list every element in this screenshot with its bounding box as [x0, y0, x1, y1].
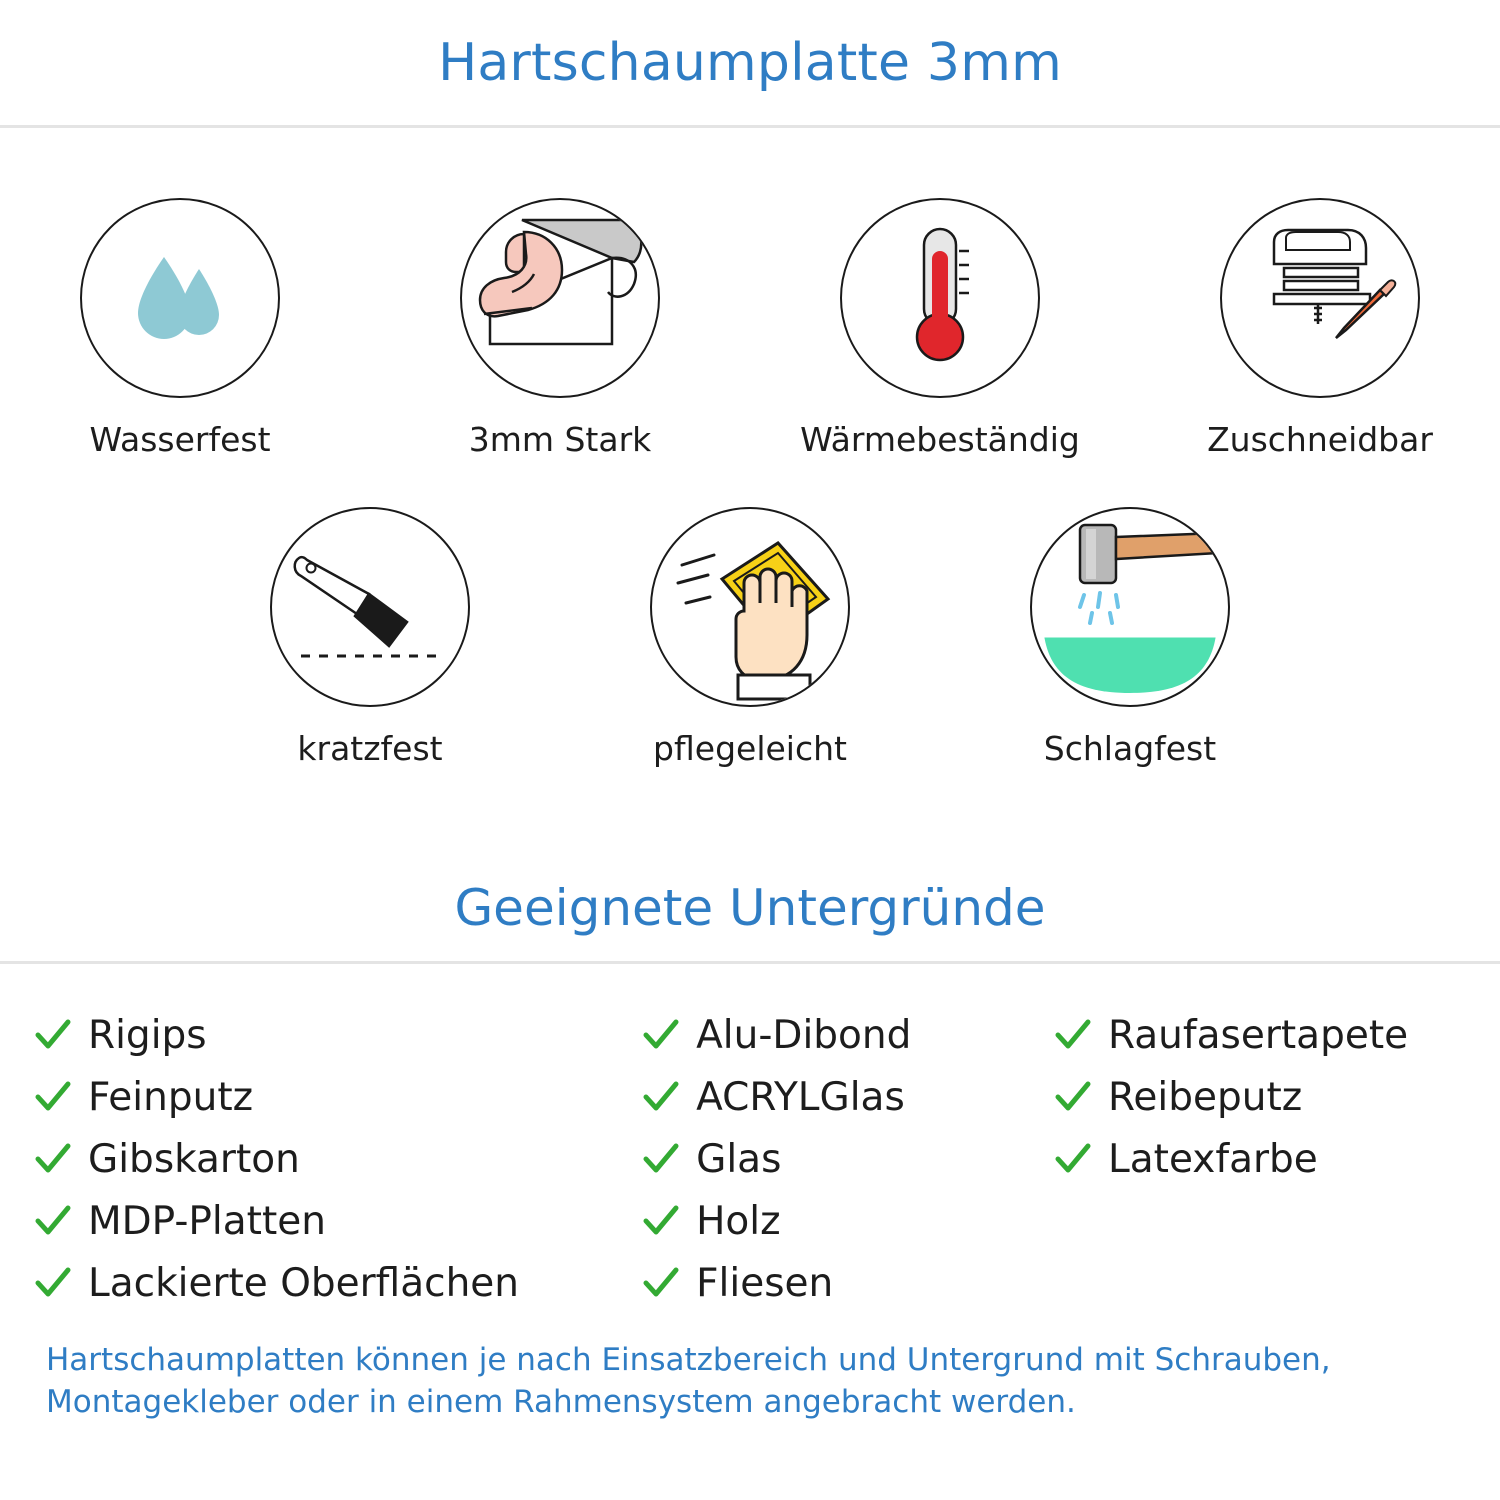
check-icon	[642, 1140, 680, 1178]
list-item-label: Feinputz	[88, 1074, 254, 1120]
feature-schlagfest	[985, 507, 1275, 768]
footnote-text: Hartschaumplatten können je nach Einsatzbereich und Untergrund mit Schrauben, Montagekleber oder in einem Rahmensystem angebracht werden.	[46, 1342, 1331, 1420]
feature-label: Schlagfest	[1043, 729, 1217, 768]
list-item-label: Fliesen	[696, 1260, 834, 1306]
substrate-column-2	[642, 1004, 1054, 1314]
list-item	[1054, 1066, 1466, 1128]
list-item-label: Latexfarbe	[1108, 1136, 1318, 1182]
feature-icon-circle	[840, 198, 1040, 398]
list-item-label: Raufasertapete	[1108, 1012, 1409, 1058]
list-item	[1054, 1004, 1466, 1066]
feature-pflegeleicht	[605, 507, 895, 768]
list-item-label: MDP-Platten	[88, 1198, 326, 1244]
page-title: Hartschaumplatte 3mm	[438, 32, 1062, 93]
check-icon	[642, 1202, 680, 1240]
feature-label: kratzfest	[297, 729, 443, 768]
check-icon	[1054, 1016, 1092, 1054]
check-icon	[642, 1016, 680, 1054]
list-item-label: Glas	[696, 1136, 782, 1182]
feature-kratzfest	[225, 507, 515, 768]
feature-3mm-stark	[415, 198, 705, 459]
cleaning-cloth-hand-icon	[652, 507, 848, 707]
subheader	[0, 854, 1500, 964]
feature-label: pflegeleicht	[653, 729, 847, 768]
feature-zuschneidbar	[1175, 198, 1465, 459]
list-item	[1054, 1128, 1466, 1190]
feature-wasserfest	[35, 198, 325, 459]
feature-icon-circle	[650, 507, 850, 707]
features-section	[0, 128, 1500, 768]
list-item	[34, 1128, 642, 1190]
feature-icon-circle	[270, 507, 470, 707]
list-item-label: Reibeputz	[1108, 1074, 1303, 1120]
list-item-label: Rigips	[88, 1012, 207, 1058]
check-icon	[1054, 1140, 1092, 1178]
check-icon	[34, 1016, 72, 1054]
feature-row-1	[0, 198, 1500, 459]
list-item	[642, 1004, 1054, 1066]
knife-scratch-icon	[285, 530, 455, 684]
thermometer-icon	[885, 221, 995, 375]
list-item	[34, 1066, 642, 1128]
list-item	[34, 1004, 642, 1066]
list-item-label: ACRYLGlas	[696, 1074, 905, 1120]
flexing-arm-icon	[462, 198, 658, 398]
hammer-impact-icon	[1032, 507, 1228, 707]
feature-icon-circle	[1220, 198, 1420, 398]
feature-label: 3mm Stark	[468, 420, 652, 459]
list-item	[34, 1252, 642, 1314]
list-item-label: Lackierte Oberflächen	[88, 1260, 520, 1306]
feature-icon-circle	[460, 198, 660, 398]
list-item	[642, 1190, 1054, 1252]
water-drops-icon	[115, 231, 245, 365]
feature-label: Zuschneidbar	[1207, 420, 1433, 459]
check-icon	[34, 1202, 72, 1240]
list-item-label: Gibskarton	[88, 1136, 300, 1182]
list-item	[642, 1128, 1054, 1190]
feature-row-2	[0, 507, 1500, 768]
substrate-column-3	[1054, 1004, 1466, 1314]
check-icon	[642, 1264, 680, 1302]
list-item-label: Holz	[696, 1198, 781, 1244]
check-icon	[34, 1264, 72, 1302]
feature-icon-circle	[1030, 507, 1230, 707]
substrate-lists	[0, 964, 1500, 1314]
list-item	[642, 1252, 1054, 1314]
feature-icon-circle	[80, 198, 280, 398]
section-title: Geeignete Untergründe	[454, 878, 1046, 937]
list-item	[642, 1066, 1054, 1128]
feature-label: Wasserfest	[89, 420, 271, 459]
check-icon	[1054, 1078, 1092, 1116]
header	[0, 0, 1500, 128]
substrate-column-1	[34, 1004, 642, 1314]
check-icon	[642, 1078, 680, 1116]
check-icon	[34, 1140, 72, 1178]
list-item	[34, 1190, 642, 1252]
check-icon	[34, 1078, 72, 1116]
feature-waermebestaendig	[795, 198, 1085, 459]
list-item-label: Alu-Dibond	[696, 1012, 912, 1058]
feature-label: Wärmebeständig	[800, 420, 1080, 459]
jigsaw-cutter-icon	[1240, 216, 1400, 380]
